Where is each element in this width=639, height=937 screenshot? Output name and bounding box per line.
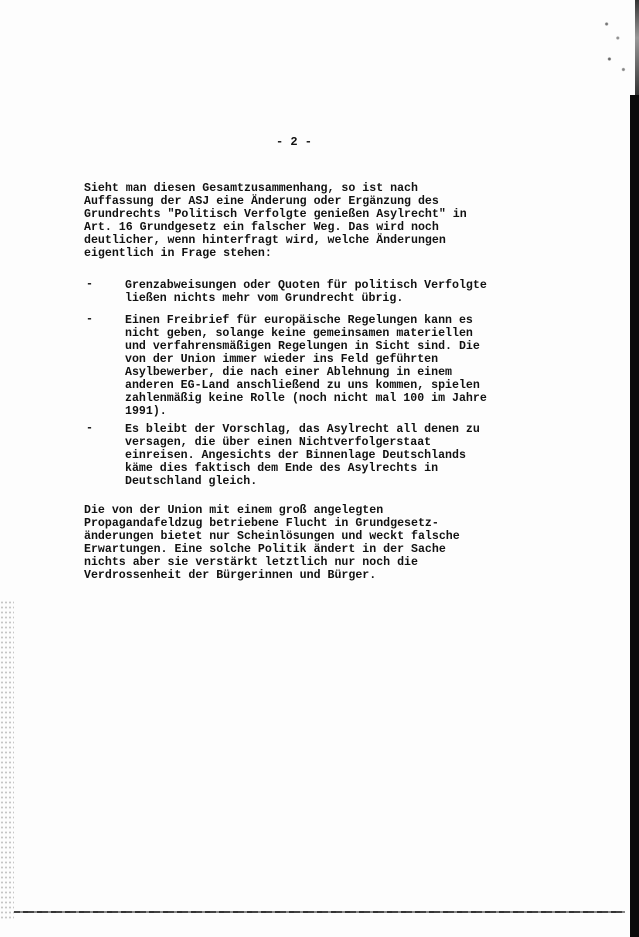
intro-line: Auffassung der ASJ eine Änderung oder Ergänzung des — [84, 195, 439, 208]
bullet-1-line: Grenzabweisungen oder Quoten für politisch Verfolgte — [125, 279, 487, 292]
scan-noise-left — [0, 600, 14, 920]
bullet-2-line: 1991). — [125, 405, 167, 418]
page-number: - 2 - — [276, 135, 313, 149]
bullet-3-line: Es bleibt der Vorschlag, das Asylrecht all denen zu — [125, 423, 480, 436]
intro-line: Art. 16 Grundgesetz ein falscher Weg. Das wird noch — [84, 221, 439, 234]
bullet-2-line: Asylbewerber, die nach einer Ablehnung in einem — [125, 366, 452, 379]
bullet-2-line: zahlenmäßig keine Rolle (noch nicht mal 100 im Jahre — [125, 392, 487, 405]
bullet-marker: - — [86, 313, 93, 326]
scan-bottom-edge — [14, 911, 625, 913]
intro-line: deutlicher, wenn hinterfragt wird, welche Änderungen — [84, 234, 446, 247]
bullet-3-line: Deutschland gleich. — [125, 475, 258, 488]
bullet-2-line: Einen Freibrief für europäische Regelungen kann es — [125, 314, 473, 327]
closing-line: Propagandafeldzug betriebene Flucht in Grundgesetz- — [84, 517, 439, 530]
scan-noise — [601, 10, 629, 80]
closing-line: Erwartungen. Eine solche Politik ändert in der Sache — [84, 543, 446, 556]
bullet-2-line: anderen EG-Land anschließend zu uns kommen, spielen — [125, 379, 480, 392]
intro-line: Sieht man diesen Gesamtzusammenhang, so ist nach — [84, 182, 418, 195]
bullet-2-line: von der Union immer wieder ins Feld geführten — [125, 353, 439, 366]
closing-line: Die von der Union mit einem groß angelegten — [84, 504, 384, 517]
bullet-marker: - — [86, 422, 93, 435]
bullet-3-line: versagen, die über einen Nichtverfolgerstaat — [125, 436, 432, 449]
bullet-1-line: ließen nichts mehr vom Grundrecht übrig. — [125, 292, 404, 305]
scan-edge — [635, 0, 639, 95]
bullet-3-line: einreisen. Angesichts der Binnenlage Deutschlands — [125, 449, 466, 462]
bullet-2-line: nicht geben, solange keine gemeinsamen materiellen — [125, 327, 473, 340]
closing-line: Verdrossenheit der Bürgerinnen und Bürger. — [84, 569, 377, 582]
scan-edge-dark — [630, 95, 639, 937]
bullet-3-line: käme dies faktisch dem Ende des Asylrechts in — [125, 462, 439, 475]
intro-line: Grundrechts "Politisch Verfolgte genießen Asylrecht" in — [84, 208, 467, 221]
closing-line: nichts aber sie verstärkt letztlich nur noch die — [84, 556, 418, 569]
intro-line: eigentlich in Frage stehen: — [84, 247, 272, 260]
closing-line: änderungen bietet nur Scheinlösungen und weckt falsche — [84, 530, 460, 543]
bullet-2-line: und verfahrensmäßigen Regelungen in Sicht sind. Die — [125, 340, 480, 353]
bullet-marker: - — [86, 278, 93, 291]
